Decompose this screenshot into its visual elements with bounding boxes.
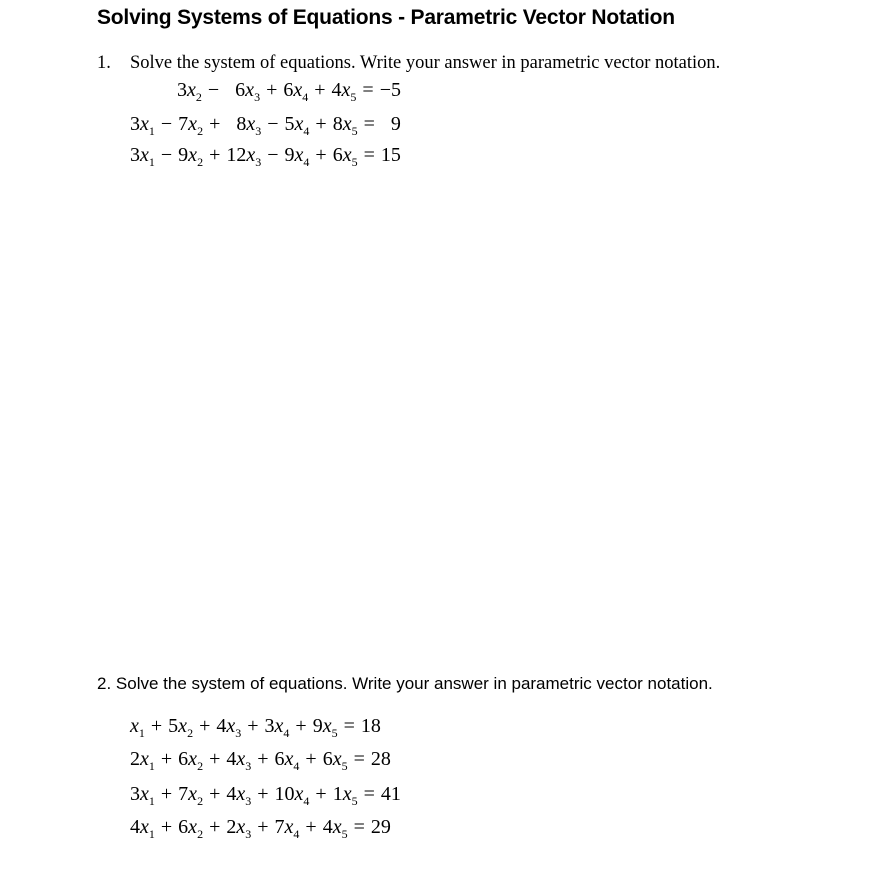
- coefficient: 4: [226, 748, 237, 770]
- page-title: Solving Systems of Equations - Parametric Vector Notation: [97, 6, 675, 29]
- q2-equation-3: [130, 783, 401, 808]
- variable-subscript: 4: [302, 90, 309, 104]
- variable-x: x: [236, 748, 246, 770]
- operator: +: [204, 144, 226, 166]
- coefficient: 6: [283, 79, 294, 101]
- coefficient: 12: [226, 144, 247, 166]
- coefficient: 29: [370, 816, 391, 838]
- variable-subscript: 1: [148, 794, 155, 808]
- coefficient: 41: [380, 783, 401, 805]
- coefficient: 6: [178, 748, 189, 770]
- coefficient: 10: [274, 783, 295, 805]
- coefficient: 9: [380, 113, 401, 135]
- operator: +: [204, 113, 226, 135]
- variable-x: x: [236, 783, 246, 805]
- variable-subscript: 5: [351, 124, 358, 138]
- coefficient: 9: [284, 144, 295, 166]
- variable-x: x: [332, 816, 342, 838]
- variable-x: x: [294, 783, 304, 805]
- operator: +: [155, 816, 178, 838]
- variable-x: x: [341, 79, 351, 101]
- variable-subscript: 1: [148, 759, 155, 773]
- variable-x: x: [226, 715, 236, 737]
- operator: =: [338, 715, 360, 737]
- variable-subscript: 3: [254, 90, 261, 104]
- variable-x: x: [188, 144, 198, 166]
- operator: −: [155, 144, 178, 166]
- variable-x: x: [140, 816, 149, 838]
- variable-subscript: 4: [293, 827, 300, 841]
- question-1-prompt: Solve the system of equations. Write your answer in parametric vector notation.: [130, 53, 721, 73]
- variable-x: x: [188, 783, 198, 805]
- variable-x: x: [188, 748, 198, 770]
- variable-x: x: [140, 144, 149, 166]
- variable-subscript: 1: [138, 726, 145, 740]
- operator: +: [252, 783, 274, 805]
- coefficient: 5: [168, 715, 179, 737]
- variable-subscript: 1: [148, 124, 155, 138]
- coefficient: 8: [226, 113, 247, 135]
- operator: +: [155, 748, 178, 770]
- variable-x: x: [130, 715, 139, 737]
- variable-x: x: [284, 748, 294, 770]
- variable-x: x: [342, 113, 352, 135]
- variable-subscript: 2: [197, 759, 204, 773]
- variable-subscript: 3: [235, 726, 242, 740]
- q1-equation-3: [130, 144, 401, 169]
- coefficient: 4: [331, 79, 342, 101]
- variable-subscript: 5: [351, 155, 358, 169]
- variable-subscript: 2: [195, 90, 202, 104]
- variable-x: x: [140, 783, 149, 805]
- variable-subscript: 3: [245, 759, 252, 773]
- operator: +: [310, 144, 332, 166]
- variable-subscript: 3: [255, 155, 262, 169]
- operator: +: [261, 79, 283, 101]
- coefficient: 4: [322, 816, 333, 838]
- coefficient: 2: [130, 748, 140, 770]
- coefficient: 18: [360, 715, 381, 737]
- variable-x: x: [294, 113, 304, 135]
- coefficient: 4: [130, 816, 140, 838]
- variable-x: x: [293, 79, 303, 101]
- operator: +: [155, 783, 178, 805]
- q2-equation-4: [130, 816, 391, 841]
- coefficient: 3: [264, 715, 275, 737]
- q1-equation-1: [177, 79, 401, 104]
- operator: =: [348, 816, 370, 838]
- operator: +: [309, 79, 331, 101]
- operator: =: [358, 783, 380, 805]
- coefficient: 3: [130, 113, 140, 135]
- coefficient: 7: [178, 783, 189, 805]
- coefficient: 4: [226, 783, 237, 805]
- variable-subscript: 5: [331, 726, 338, 740]
- coefficient: 1: [332, 783, 343, 805]
- variable-x: x: [140, 113, 149, 135]
- coefficient: 6: [322, 748, 333, 770]
- operator: =: [358, 144, 380, 166]
- variable-x: x: [342, 144, 352, 166]
- variable-x: x: [294, 144, 304, 166]
- variable-subscript: 4: [283, 726, 290, 740]
- variable-x: x: [246, 144, 256, 166]
- coefficient: 28: [370, 748, 391, 770]
- variable-x: x: [178, 715, 188, 737]
- variable-x: x: [188, 113, 198, 135]
- operator: +: [204, 748, 226, 770]
- coefficient: 6: [274, 748, 285, 770]
- coefficient: 3: [130, 783, 140, 805]
- operator: +: [204, 816, 226, 838]
- variable-subscript: 2: [197, 155, 204, 169]
- variable-subscript: 2: [187, 726, 194, 740]
- operator: +: [145, 715, 168, 737]
- variable-x: x: [274, 715, 284, 737]
- variable-subscript: 4: [293, 759, 300, 773]
- variable-subscript: 4: [303, 124, 310, 138]
- operator: −: [155, 113, 178, 135]
- variable-subscript: 3: [245, 827, 252, 841]
- question-1-number: 1.: [97, 53, 111, 73]
- coefficient: 4: [216, 715, 227, 737]
- variable-subscript: 2: [197, 827, 204, 841]
- variable-x: x: [140, 748, 149, 770]
- variable-subscript: 2: [197, 794, 204, 808]
- operator: +: [204, 783, 226, 805]
- coefficient: 7: [178, 113, 189, 135]
- variable-subscript: 5: [341, 759, 348, 773]
- operator: +: [242, 715, 264, 737]
- variable-subscript: 5: [341, 827, 348, 841]
- variable-x: x: [187, 79, 196, 101]
- q2-equation-1: [130, 715, 381, 740]
- variable-subscript: 4: [303, 794, 310, 808]
- variable-subscript: 3: [245, 794, 252, 808]
- operator: =: [358, 113, 380, 135]
- coefficient: 6: [332, 144, 343, 166]
- coefficient: −5: [379, 79, 401, 101]
- coefficient: 5: [284, 113, 295, 135]
- operator: −: [262, 113, 284, 135]
- coefficient: 7: [274, 816, 285, 838]
- coefficient: 3: [177, 79, 187, 101]
- variable-subscript: 1: [148, 827, 155, 841]
- operator: +: [194, 715, 216, 737]
- operator: −: [202, 79, 225, 101]
- operator: +: [252, 816, 274, 838]
- coefficient: 8: [332, 113, 343, 135]
- variable-x: x: [342, 783, 352, 805]
- variable-subscript: 5: [351, 794, 358, 808]
- variable-subscript: 1: [148, 155, 155, 169]
- variable-x: x: [332, 748, 342, 770]
- variable-subscript: 5: [350, 90, 357, 104]
- coefficient: 9: [312, 715, 323, 737]
- coefficient: 2: [226, 816, 237, 838]
- q2-equation-2: [130, 748, 391, 773]
- coefficient: 3: [130, 144, 140, 166]
- operator: =: [357, 79, 379, 101]
- variable-x: x: [245, 79, 255, 101]
- q1-equation-2: [130, 113, 401, 138]
- question-2-prompt: 2. Solve the system of equations. Write your answer in parametric vector notation.: [97, 674, 713, 693]
- operator: −: [262, 144, 284, 166]
- variable-x: x: [236, 816, 246, 838]
- variable-subscript: 3: [255, 124, 262, 138]
- variable-subscript: 4: [303, 155, 310, 169]
- operator: +: [290, 715, 312, 737]
- operator: +: [300, 748, 322, 770]
- variable-x: x: [246, 113, 256, 135]
- variable-x: x: [284, 816, 294, 838]
- operator: +: [300, 816, 322, 838]
- coefficient: 9: [178, 144, 189, 166]
- coefficient: 6: [225, 79, 246, 101]
- coefficient: 15: [380, 144, 401, 166]
- operator: +: [310, 113, 332, 135]
- variable-x: x: [188, 816, 198, 838]
- coefficient: 6: [178, 816, 189, 838]
- variable-subscript: 2: [197, 124, 204, 138]
- operator: =: [348, 748, 370, 770]
- operator: +: [252, 748, 274, 770]
- variable-x: x: [322, 715, 332, 737]
- operator: +: [310, 783, 332, 805]
